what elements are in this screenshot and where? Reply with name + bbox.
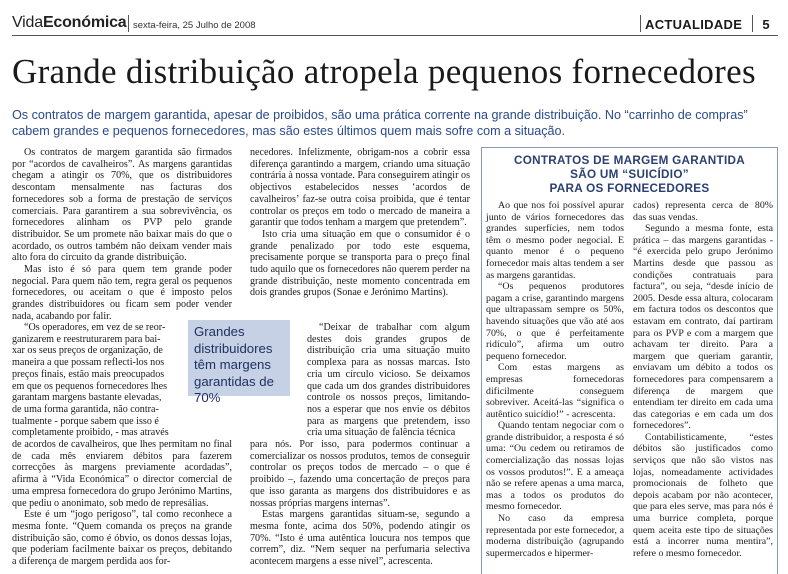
paragraph: Os contratos de margem garantida são firmados por “acordos de cavalheiros”. As margens garantidas chegam a atingir os 70%, que os distribuidores descontam mensalmente nas facturas dos fornecedores sob a forma de prestação de serviços comerciais. Para garantirem a sua sobrevivência, os fornecedores alinham os PVP pelo grande distribuidor. Se um promete não baixar mais do que o acordado, os outros também não deixam vender mais alto fora do circuito da grande distribuição. [12,147,232,264]
header-divider [128,15,129,32]
header-divider [752,15,753,32]
brand-part1: Vida [12,14,43,31]
paragraph: Segundo a mesma fonte, esta prática – das margens garantidas - “é exercida pelo grupo Jerónimo Martins desde que passou as condições contratuais para factura”, ou seja, “desde início de 2005. Desde essa altura, colocaram em factura todos os descontos que estavam em contrato, daí partiram para os PVP e com a margem que achavam ter direito. Para a margem que queriam garantir, enviavam um débito a todos os fornecedores para compensarem a diferença de margem que entendiam ter direito em cada uma das categorias e em cada um dos fornecedores”. [633,223,773,432]
sidebar-column-b [633,200,773,559]
text-line: completamente proibido, - mas através [12,427,169,439]
article-lead: Os contratos de margem garantida, apesar de proibidos, são uma prática corrente na grande distribuição. No “carrinho de compras” cabem grandes e pequenos fornecedores, mas são estes últimos quem mais sofre com a situação. [12,108,748,138]
paragraph: Isto cria uma situação em que o consumidor é o grande penalizado por todo este esquema, precisamente porque se transporta para o preço final tudo aquilo que os fornecedores não querem perder na grande distribuição, neste momento concentrada em dois grandes grupos (Sonae e Jerónimo Martins). [250,228,470,299]
sidebar-title [481,154,778,195]
page-number: 5 [762,17,770,32]
text-line: em que os pequenos fornecedores lhes [12,380,167,392]
text-line: “Os operadores, em vez de se reor- [24,322,166,333]
paragraph: “Deixar de trabalhar com algum destes dois grandes grupos de distribuição cria uma situação muito complexa para as nossas marcas. Isto cria um círculo vicioso. Se deixamos que cada um dos grandes distribuidores controle os nossos preços, limitando-nos a esperar que nos envie os débitos para as margens que pretendem, isso cria uma situação de falência técnica [307,322,470,439]
article-column-2 [250,147,470,299]
pull-quote: Grandes distribuidores têm margens garantidas de 70% [188,320,290,396]
paragraph: Estas margens garantidas situam-se, segundo a mesma fonte, acima dos 50%, podendo atingir os 70%. “Isto é uma autêntica loucura nos tempos que correm”, diz. “Nem sequer na perfumaria selectiva acontecem margens a esse nível”, acrescenta. [250,509,470,568]
paragraph: Com estas margens as empresas fornecedoras dificilmente conseguem sobreviver. Aceitá-las “significa o autêntico suicídio!” - acrescenta. [486,362,624,420]
paragraph: de acordos de cavalheiros, que lhes permitam no final de cada mês enviarem débitos para fazerem correcções às margens previamente acordadas”, afirma à “Vida Económica” o director comercial de uma empresa fornecedora do grupo Jerónimo Martins, que pediu o anonimato, sob medo de represálias. [12,439,232,509]
text-line: tualmente - porque sabem que isso é [12,415,159,427]
text-line: maneira a que possam reflecti-los nos [12,357,165,369]
article-column-1-tail [12,439,232,568]
article-headline: Grande distribuição atropela pequenos fornecedores [12,52,756,91]
paragraph: Mas isto é só para quem tem grande poder negocial. Para quem não tem, regra geral os pequenos fornecedores, ou aceitam o que é imposto pelos grandes distribuidores ou ficam sem poder vender nada, acabando por falir. [12,264,232,322]
brand-part2: Económica [42,14,127,31]
article-column-1 [12,147,232,323]
text-line: preços finais, estão mais preocupados [12,368,165,380]
paragraph: Este é um “jogo perigoso”, tal como reconhece a mesma fonte. “Quem comanda os preços na grande distribuição são, como é óbvio, os donos dessas lojas, que poderiam facilmente baixar os preços, debitando a diferença de margem perdida aos for- [12,509,232,568]
publication-logo [12,14,127,32]
paragraph: para nós. Por isso, para podermos continuar a comercializar os nossos produtos, temos de conseguir controlar os preços todos de mercado – o que é proibido –, fazendo uma concertação de preços para que isso garanta as margens dos distribuidores e as nossas próprias margens internas”. [250,439,470,509]
section-name: ACTUALIDADE [645,17,743,32]
issue-date: sexta-feira, 25 Julho de 2008 [133,20,256,31]
sidebar-title-line: PARA OS FORNECEDORES [549,181,710,195]
sidebar-column-a [486,200,624,559]
paragraph: cados) representa cerca de 80% das suas vendas. [633,200,773,223]
text-line: garantam margens bastante elevadas, [12,392,162,404]
sidebar-title-line: SÃO UM “SUICÍDIO” [570,167,689,181]
paragraph: “Os pequenos produtores pagam a crise, garantindo margens que ultrapassam sempre os 50%, havendo situações que vão até aos 70%, o que é perfeitamente ridículo”, afirma um outro pequeno fornecedor. [486,281,624,362]
paragraph: Quando tentam negociar com o grande distribuidor, a resposta é só uma: “Ou cedem ou retiramos de comercialização das nossas lojas os vossos produtos!”. E a ameaça não se refere apenas a uma marca, mas a todos os produtos do mesmo fornecedor. [486,420,624,513]
text-line: de uma forma garantida, não contra- [12,403,159,415]
header-divider [640,15,641,32]
header-rule [12,35,778,36]
paragraph: Contabilisticamente, “estes débitos são justificados como serviços que não são vistos nas lojas, nomeadamente actividades promocionais de folheto que depois acabam por não acontecer, que para eles serve, mas para nós é uma burrice completa, porque quem aceita este tipo de situações está a incorrer numa mentira”, refere o mesmo fornecedor. [633,431,773,559]
paragraph: Ao que nos foi possível apurar junto de vários fornecedores das grandes superfícies, nem todos têm o mesmo poder negocial. E quanto menor é o pequeno fornecedor mais altas tendem a ser as margens garantidas. [486,200,624,281]
paragraph: No caso da empresa representada por este fornecedor, a moderna distribuição (agrupando supermercados e hipermer- [486,513,624,559]
paragraph: necedores. Infelizmente, obrigam-nos a cobrir essa diferença garantindo a margem, criando uma situação contrária à nossa vontade. Para conseguirem atingir os objectivos estabelecidos nesses ‘acordos de cavalheiros’ faz-se outra coisa proibida, que é tentar controlar os preços em todo o mercado de maneira a garantir que todos tenham a margem que pretendem”. [250,147,470,229]
text-line: xar os seus preços de organização, de [12,345,163,357]
article-column-2-tail [250,439,470,568]
text-line: ganizarem e reestruturarem para bai- [12,333,161,345]
article-column-2-wrap [307,322,470,439]
article-column-1-wrap [12,322,182,439]
sidebar-title-line: CONTRATOS DE MARGEM GARANTIDA [514,154,745,167]
